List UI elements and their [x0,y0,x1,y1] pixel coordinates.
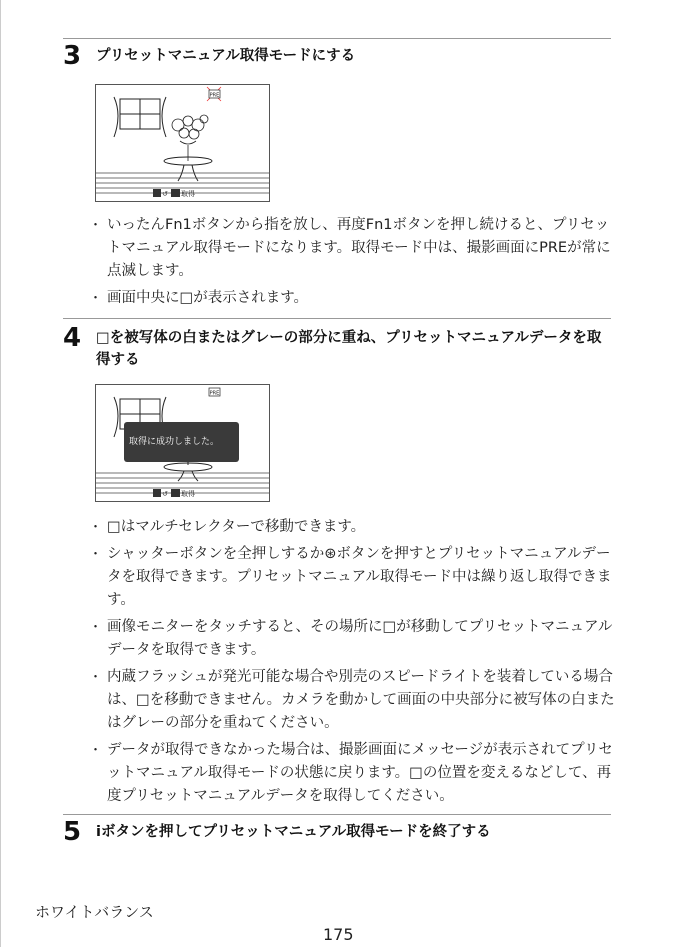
success-message-toast: 取得に成功しました。 [124,422,239,462]
svg-text:↺: ↺ [162,190,168,198]
list-item: ・ □はマルチセレクターで移動できます。 [95,516,615,539]
pre-indicator: PRE [209,390,220,397]
step-number: 5 [63,817,82,847]
section-divider [63,318,611,319]
list-item: ・ 画像モニターをタッチすると、その場所に□が移動してプリセットマニュアルデータを取得できます。 [95,616,615,662]
list-item: ・ データが取得できなかった場合は、撮影画面にメッセージが表示されてプリセットマニュアル取得モードの状態に戻ります。□の位置を変えるなどして、再度プリセットマニュアルデータを取得してください。 [95,739,615,808]
step-title: iボタンを押してプリセットマニュアル取得モードを終了する [96,824,491,840]
step-number: 4 [63,323,82,353]
ok-button-label: 取得 [181,190,195,198]
page-number: 175 [323,925,354,944]
step-number: 3 [63,41,82,71]
ok-button-label: 取得 [181,490,195,498]
list-item: ・ シャッターボタンを全押しするか⊛ボタンを押すとプリセットマニュアルデータを取得できます。プリセットマニュアル取得モード中は繰り返し取得できます。 [95,543,615,612]
step-title: プリセットマニュアル取得モードにする [96,48,356,64]
page-left-border [0,0,1,947]
step-3-notes [95,214,615,314]
step-4-notes [95,516,615,812]
camera-screen-illustration [95,84,270,202]
step-title: □を被写体の白またはグレーの部分に重ね、プリセットマニュアルデータを取得する [96,330,602,368]
section-divider [63,814,611,815]
list-item: ・ 画面中央に□が表示されます。 [95,287,615,310]
svg-text:↺: ↺ [162,490,168,498]
footer-section-label: ホワイトバランス [35,903,154,921]
pre-indicator: PRE [209,92,220,99]
list-item: ・ いったんFn1ボタンから指を放し、再度Fn1ボタンを押し続けると、プリセットマニュアル取得モードになります。取得モード中は、撮影画面にPREが常に点滅します。 [95,214,615,283]
scene-illustration [96,85,269,201]
list-item: ・ 内蔵フラッシュが発光可能な場合や別売のスピードライトを装着している場合は、□を移動できません。カメラを動かして画面の中央部分に被写体の白またはグレーの部分を重ねてください。 [95,666,615,735]
section-divider [63,38,611,39]
